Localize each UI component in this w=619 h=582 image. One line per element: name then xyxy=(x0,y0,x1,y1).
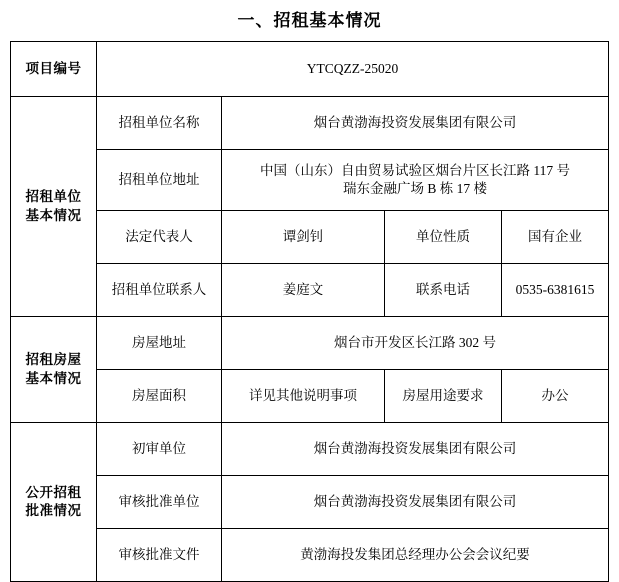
section-house xyxy=(11,317,97,423)
section-lessor-line1: 招租单位 xyxy=(25,189,82,205)
lessor-address-value xyxy=(222,150,609,211)
lessor-name-label: 招租单位名称 xyxy=(97,97,222,150)
table-row xyxy=(11,264,609,317)
table-row xyxy=(11,211,609,264)
house-area-label: 房屋面积 xyxy=(97,370,222,423)
table-row xyxy=(11,529,609,582)
lease-basic-info-table xyxy=(10,41,609,582)
first-review-label: 初审单位 xyxy=(97,423,222,476)
table-row xyxy=(11,97,609,150)
section-lessor xyxy=(11,97,97,317)
approve-doc-value: 黄渤海投发集团总经理办公会会议纪要 xyxy=(222,529,609,582)
house-address-label: 房屋地址 xyxy=(97,317,222,370)
approve-unit-value: 烟台黄渤海投资发展集团有限公司 xyxy=(222,476,609,529)
legal-rep-value: 谭剑钊 xyxy=(222,211,385,264)
first-review-value: 烟台黄渤海投资发展集团有限公司 xyxy=(222,423,609,476)
section-public xyxy=(11,423,97,582)
lessor-address-label: 招租单位地址 xyxy=(97,150,222,211)
house-use-label: 房屋用途要求 xyxy=(385,370,502,423)
table-row xyxy=(11,317,609,370)
section-lessor-line2: 基本情况 xyxy=(25,207,82,223)
table-row xyxy=(11,423,609,476)
section-house-line2: 基本情况 xyxy=(25,370,82,386)
contact-label: 招租单位联系人 xyxy=(97,264,222,317)
section-public-line1: 公开招租 xyxy=(25,484,82,500)
project-no-label: 项目编号 xyxy=(11,42,97,97)
table-row xyxy=(11,42,609,97)
page-title: 一、招租基本情况 xyxy=(237,11,382,30)
phone-value: 0535-6381615 xyxy=(502,264,609,317)
legal-rep-label: 法定代表人 xyxy=(97,211,222,264)
lessor-name-value: 烟台黄渤海投资发展集团有限公司 xyxy=(222,97,609,150)
unit-type-value: 国有企业 xyxy=(502,211,609,264)
section-public-line2: 批准情况 xyxy=(25,503,82,518)
table-row xyxy=(11,476,609,529)
project-no-value: YTCQZZ-25020 xyxy=(97,42,609,97)
lessor-address-line2: 瑞东金融广场 B 栋 17 楼 xyxy=(342,181,487,196)
approve-doc-label: 审核批准文件 xyxy=(97,529,222,582)
unit-type-label: 单位性质 xyxy=(385,211,502,264)
house-area-value: 详见其他说明事项 xyxy=(222,370,385,423)
table-row xyxy=(11,370,609,423)
contact-value: 姜庭文 xyxy=(222,264,385,317)
phone-label: 联系电话 xyxy=(385,264,502,317)
lessor-address-line1: 中国（山东）自由贸易试验区烟台片区长江路 117 号 xyxy=(260,162,570,178)
house-address-value: 烟台市开发区长江路 302 号 xyxy=(222,317,609,370)
section-house-line1: 招租房屋 xyxy=(25,352,82,368)
table-row xyxy=(11,150,609,211)
house-use-value: 办公 xyxy=(502,370,609,423)
approve-unit-label: 审核批准单位 xyxy=(97,476,222,529)
